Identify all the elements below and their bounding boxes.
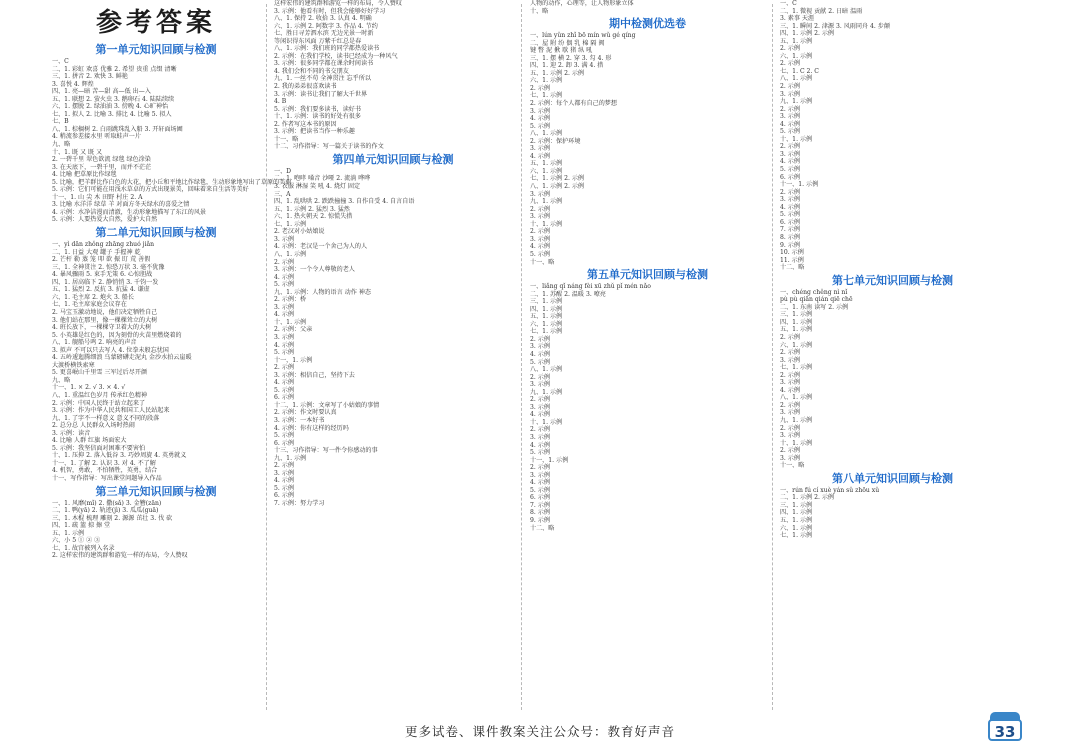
answer-line: 八、1. 重温红色岁月 传承红色精神	[52, 391, 148, 399]
answer-line: 十、1. 示例：读书的好处有很多	[274, 113, 361, 121]
footer-note: 更多试卷、课件教案关注公众号：教育好声音	[404, 724, 675, 739]
answer-line: 2. 示例	[780, 371, 800, 379]
answer-line: 十、1. 示例	[530, 220, 563, 228]
answer-line: 三、1. 拼音 2. 欢快 3. 鲜艳	[52, 73, 128, 81]
answer-line: 3. 示例：读音	[52, 429, 91, 437]
answer-line: 2. 这样宏伟的建筑群和游览一样的布局，令人赞叹	[52, 552, 188, 560]
answer-line: 4. 示例	[780, 120, 800, 128]
answer-line: 二、1. 日益 大观 罐子 手握神 乾	[52, 248, 141, 256]
answer-line: 五、1. 示例	[530, 160, 563, 168]
answer-line: 3. 示例：很多同学都在课余时间读书	[274, 60, 374, 68]
answer-line: 九、略	[52, 376, 71, 384]
answer-line: 三、1. 示例	[780, 501, 813, 509]
answer-line: 2. 作者写这本书的原因	[274, 120, 337, 128]
answer-line: 2. 示例	[530, 84, 550, 92]
answer-line: 5. 示例：我们要多读书，读好书	[274, 105, 361, 113]
answer-line: 3. 示例	[780, 90, 800, 98]
answer-line: 五、1. 示例	[780, 517, 813, 524]
answer-line: 九、1. 示例	[780, 98, 813, 106]
answer-line: 三、1. 示例	[780, 311, 813, 319]
answer-line: 八、1. 示例 2. 示例	[530, 183, 585, 191]
answer-line: 2. 示例	[780, 45, 800, 53]
answer-line: 4. 五岭逶迤腾细浪 乌蒙磅礴走泥丸 金沙水拍云崖暖	[52, 354, 192, 362]
answer-line: 二、1. 咆哮 嗓音 沙哑 2. 流淌 哗哗	[274, 175, 371, 183]
answer-line: 六、1. 摆脱 2. 绿油油 3. 傍晚 4. 心旷神怡	[52, 103, 169, 111]
answer-line: 4. 示例	[274, 311, 294, 319]
answer-line: 5. 示例	[274, 484, 294, 492]
answer-line: 3. 示例	[780, 356, 800, 364]
answer-line: 七、1. 示例	[274, 220, 307, 228]
answer-line: 5. 示例	[274, 349, 294, 357]
answer-line: 十、1. 既 又 既 又	[52, 148, 103, 156]
answer-line: 4. 示例	[274, 477, 294, 485]
column-3	[530, 0, 765, 714]
answer-line: 3. 示例	[530, 471, 550, 479]
answer-line: 4. 暴风骤雨 5. 束手无策 6. 心惊胆战	[52, 271, 153, 279]
answer-line: 九、1. 示例	[530, 388, 563, 396]
answer-line: 十、略	[530, 7, 549, 15]
answer-line: 7. 示例：努力学习	[274, 500, 325, 507]
answer-line: 十一、写作指导：写出课堂问题导入作品	[52, 474, 162, 482]
answer-line: 大渡桥横铁索寒	[52, 361, 95, 369]
answer-line: 2. 示例：中国人民终于站立起来了	[52, 399, 146, 407]
answer-line: 二、1. 鸭(yā) 2. 轨迹(jì) 3. 瓜瓜(guā)	[52, 507, 159, 515]
answer-line: 3. 示例	[274, 469, 294, 477]
answer-line: 3. 示例	[780, 454, 800, 462]
answer-line: 3. 示例	[530, 235, 550, 243]
page-number: 33	[988, 719, 1022, 741]
answer-line: 3. 示例	[530, 403, 550, 411]
answer-line: 十一、略	[780, 462, 805, 470]
answer-line: 八、1. 舰船号鸣 2. 响亮的声音	[52, 339, 137, 347]
answer-line: 六、小 5 ① ② ③	[52, 537, 101, 545]
page-title: 参考答案	[95, 8, 216, 38]
answer-line: 七、1. 示例 2. 示例	[530, 175, 585, 183]
answer-line: 八、1. 棕榈树 2. 白雨跳珠乱入船 3. 开轩面场圃	[52, 125, 183, 133]
answer-line: 4. B	[274, 98, 287, 106]
column-divider	[266, 4, 267, 710]
answer-line: 七、1. 示例	[530, 328, 563, 336]
column-2	[274, 0, 512, 714]
answer-line: 2. 示例	[780, 349, 800, 357]
answer-line: 十一、1. 示例	[530, 456, 569, 464]
answer-line: 3. 示例：一个令人尊敬的老人	[274, 266, 355, 274]
answer-line: 4. 示例	[780, 203, 800, 211]
answer-line: 5. 示例	[274, 432, 294, 440]
answer-line: 五、1. 示例 2. 示例	[530, 69, 585, 77]
answer-line: 十一、1. 示例	[780, 181, 819, 189]
section-heading: 第五单元知识回顾与检测	[587, 268, 708, 282]
answer-line: 3. 拟声 不可以只去写人 4. 位拳未般忘忧国	[52, 346, 169, 354]
answer-line: 7. 示例	[780, 226, 800, 234]
answer-line: 九、1. 了字不一样意义 意义不同的段落	[52, 414, 160, 422]
answer-line: 十、1. 压抑 2. 落入低谷 3. 巧妙周旋 4. 英勇就义	[52, 452, 187, 460]
answer-line: 3. 示例：作为中华人民共和国工人民站起来	[52, 407, 170, 415]
answer-line: 十、1. 示例	[274, 318, 307, 326]
answer-line: 十二、略	[530, 524, 555, 532]
answer-line: 5. 比喻，把羊群比作白色的大花，把小丘和平地比作绿毯，生动形象地写出了草原的美丽	[52, 178, 292, 186]
answer-line: 4. 示例	[780, 158, 800, 166]
answer-line: 4. 示例	[530, 152, 550, 160]
answer-line: 2. 示例	[780, 188, 800, 196]
answer-line: 4. 示例	[780, 386, 800, 394]
answer-line: 七、1. 毛主席家庭会议存在	[52, 301, 127, 309]
answer-line: 5. 小英雄是红色的，因为刻骨的火苗里燃烧着的	[52, 331, 182, 339]
answer-line: 8. 示例	[530, 509, 550, 517]
answer-line: 5. 示例：它们可能在用浅水草卓的方式出现景美，回味着来自生活等美好	[52, 186, 249, 194]
answer-line: 五、1. 猛烈 2. 反抗 3. 抗猛 4. 谦虚	[52, 286, 150, 294]
answer-line: 8. 示例	[780, 233, 800, 241]
answer-line: 3. 示例	[530, 433, 550, 441]
column-divider	[772, 4, 773, 710]
answer-line: 6. 示例	[780, 173, 800, 181]
answer-line: 3. 素事 天涯	[780, 15, 815, 23]
answer-line: 3. 示例	[530, 381, 550, 389]
answer-line: 5. 示例	[530, 358, 550, 366]
answer-line: 2. 示例	[780, 83, 800, 91]
answer-line: 2. 示例	[780, 424, 800, 432]
answer-line: 十一、略	[530, 258, 555, 266]
answer-line: 3. 示例	[530, 145, 550, 153]
answer-line: pù pù qiān qián qiē chē	[780, 296, 853, 304]
answer-line: 2. 我的弟弟很喜欢读书	[274, 83, 337, 91]
answer-line: 3. 示例：把读书当作一种乐趣	[274, 128, 355, 136]
answer-line: 七、1. 故宫被列入名录	[52, 544, 115, 552]
section-heading: 期中检测优选卷	[609, 17, 686, 31]
answer-line: 3. 示例	[274, 333, 294, 341]
answer-line: 4. 示例：老汉是一个舍己为人的人	[274, 243, 368, 251]
answer-line: 4. 比喻 把草原比作绿毯	[52, 171, 117, 179]
answer-line: 九、1. 示例	[530, 198, 563, 206]
answer-line: 3. 示例	[530, 213, 550, 221]
answer-line: 3. 喜悦 4. 辉煌	[52, 80, 94, 88]
answer-line: 二、1. 彩虹 欢喜 优雅 2. 希望 贵重 点缀 清晰	[52, 65, 177, 73]
answer-line: 七、1. 示例	[530, 92, 563, 100]
answer-line: 七、1. C 2. C	[780, 67, 819, 75]
answer-line: 六、1. 毛主席 2. 炮火 3. 船长	[52, 293, 134, 301]
answer-line: 二、1. 东南 读写 2. 示例	[780, 303, 849, 311]
answer-line: 四、1. 居高临下 2. 静悄悄 3. 千钧一发	[52, 278, 159, 286]
answer-line: 二、屋 附 纷 偶 乳 棉 隔 阀	[530, 39, 605, 47]
answer-line: 人物的动作，心理等，让人物形象立体	[530, 0, 634, 7]
answer-line: 3. 示例	[780, 409, 800, 417]
answer-line: 2. 示例	[274, 462, 294, 470]
answer-line: 5. 示例	[530, 449, 550, 457]
section-heading: 第八单元知识回顾与检测	[832, 471, 953, 485]
answer-line: 5. 示例	[530, 250, 550, 258]
answer-line: 一、yì dān zhǒng zhāng zhuó jiǎn	[52, 241, 155, 249]
answer-line: 九、1. 一丝不苟 全神贯注 忘乎所以	[274, 75, 371, 83]
answer-line: 5. 示例	[780, 128, 800, 136]
answer-line: 五、1. 示例	[780, 37, 813, 45]
answer-line: 5. 示例	[780, 211, 800, 219]
answer-line: 九、1. 示例	[780, 416, 813, 424]
answer-line: 这样宏伟的建筑群和游览一样的布局，令人赞叹	[274, 0, 402, 7]
answer-line: 四、1. 示例	[530, 305, 563, 313]
answer-line: 2. 示例：在我们学校，读书已经成为一种风气	[274, 52, 398, 60]
answer-line: 5. 示例：我坚信面对困难不要害怕	[52, 444, 146, 452]
answer-line: 八、1. 示例	[530, 366, 563, 374]
answer-line: 4. 示例	[530, 441, 550, 449]
answer-line: 3. 示例	[780, 432, 800, 440]
answer-line: 6. 示例	[274, 439, 294, 447]
answer-line: 6. 示例	[780, 218, 800, 226]
answer-line: 4. 示例：你有这样的经历吗	[274, 424, 349, 432]
answer-line: 三、A	[274, 190, 291, 198]
answer-line: 2. 示例	[530, 228, 550, 236]
answer-line: 4. 示例：水净洁漫而清澈，生动形象地描写了东江的风景	[52, 208, 207, 216]
answer-line: 2. 示例	[274, 258, 294, 266]
answer-line: 2. 示例	[530, 396, 550, 404]
answer-line: 2. 示例	[780, 401, 800, 409]
answer-line: 3. 衣服 淋湿 笑 吼 4. 烧灯 固定	[274, 183, 361, 191]
answer-line: 九、1. 示例	[274, 454, 307, 462]
answer-line: 二、1. 微视 贡献 2. 日暗 温雨	[780, 7, 863, 15]
answer-line: 六、1. 示例	[530, 320, 563, 328]
answer-line: 十一、1. × 2. √ 3. × 4. √	[52, 384, 126, 392]
section-heading: 第三单元知识回顾与检测	[95, 484, 217, 498]
section-heading: 第七单元知识回顾与检测	[832, 273, 953, 287]
answer-line: 三、1. 全神贯注 2. 惊恐万状 3. 毫不犹豫	[52, 263, 165, 271]
answer-line: 九、1. 示例：人物的语言 动作 神态	[274, 288, 371, 296]
answer-line: 2. 示例	[530, 426, 550, 434]
answer-line: 2. 示例：每个人都有自己的梦想	[530, 100, 617, 108]
answer-line: 二、1. 苏醒 2. 温暖 3. 嘹亮	[530, 290, 606, 298]
answer-line: 4. 示例	[530, 350, 550, 358]
answer-line: 4. 示例	[530, 243, 550, 251]
answer-line: 3. 示例	[780, 379, 800, 387]
answer-line: 3. 比喻 水洋洋 绿草 羊 对面方冬天绿水的喜爱之情	[52, 201, 190, 209]
answer-line: 5. 示例：人要热爱大自然，爱护大自然	[52, 216, 158, 224]
answer-line: 2. 老汉对小姑娘说	[274, 228, 325, 236]
answer-line: 4. 示例	[274, 379, 294, 387]
answer-line: 5. 示例	[274, 386, 294, 394]
page-number-badge	[988, 712, 1022, 742]
answer-line: 六、1. 示例	[780, 341, 813, 349]
answer-line: 十三、习作指导：写一件令你感动的事	[274, 447, 378, 455]
answer-line: 3. 示例：相信自己，坚持下去	[274, 371, 355, 379]
answer-line: 5. 示例	[530, 122, 550, 130]
answer-line: 4. 示例	[530, 115, 550, 123]
answer-line: 三、1. 摆 横 2. 穿 3. 勾 4. 形	[530, 54, 612, 62]
answer-line: 2. 示例	[530, 335, 550, 343]
answer-line: 6. 示例	[274, 492, 294, 500]
section-heading: 第二单元知识回顾与检测	[95, 226, 217, 240]
answer-line: 二、1. 示例 2. 示例	[780, 494, 835, 502]
answer-line: 五、1. 示例	[780, 326, 813, 334]
answer-line: 六、1. 示例	[780, 52, 813, 60]
answer-line: 一、C	[780, 0, 797, 7]
answer-line: 八、1. 示例	[780, 394, 813, 402]
answer-line: 4. 我们会和不同的书交朋友	[274, 67, 349, 75]
answer-line: 四、1. 乱哄哄 2. 跌跌撞撞 3. 自作自受 4. 自言自语	[274, 198, 415, 206]
answer-line: 四、1. 示例	[780, 509, 813, 517]
answer-line: 4. 稍流参差接水里 听取蛙声一片	[52, 133, 141, 141]
answer-line: 一、D	[274, 167, 292, 175]
answer-line: 3. 示例：一本好书	[274, 416, 325, 424]
answer-line: 2. 示例	[530, 373, 550, 381]
answer-line: 四、1. 示例	[780, 318, 813, 326]
answer-line: 5. 示例	[274, 281, 294, 289]
answer-line: 2. 示例	[780, 333, 800, 341]
answer-line: 4. 比喻 人群 红旗 场面宏大	[52, 437, 127, 445]
column-divider	[521, 4, 522, 710]
answer-line: 七、1. 示例	[780, 532, 813, 540]
answer-line: 等闲识得东风面 万紫千红总是春	[274, 37, 362, 45]
answer-line: 3. 示例	[530, 107, 550, 115]
answer-line: 3. 示例	[780, 196, 800, 204]
answer-line: 2. 示例	[780, 447, 800, 455]
answer-line: 4. 示例	[530, 411, 550, 419]
answer-line: 3. 示例	[780, 113, 800, 121]
answer-line: 四、1. 迎 2. 卸 3. 满 4. 措	[530, 62, 604, 70]
answer-line: 9. 示例	[780, 241, 800, 249]
answer-line: 六、1. 示例	[530, 167, 563, 175]
answer-line: 七、1. 拟人 2. 比喻 3. 排比 4. 比喻 5. 拟人	[52, 110, 172, 118]
answer-line: 三、1. 木棍 梳理 雕刻 2. 源源 茁壮 3. 伐 砍	[52, 514, 173, 522]
answer-line: 3. 示例：读书让我们了解大千世界	[274, 90, 368, 98]
section-heading: 第四单元知识回顾与检测	[332, 152, 454, 166]
answer-line: 5. 示例	[530, 486, 550, 494]
answer-line: 七、胜日寻芳泗水滨 无边光景一时新	[274, 30, 374, 38]
answer-line: 六、1. 示例	[530, 77, 563, 85]
answer-line: 2. 示例	[780, 60, 800, 68]
answer-line: 3. 他们站在那里，像一棵棵耸立的大树	[52, 316, 158, 324]
answer-line: 2. 示例	[274, 364, 294, 372]
answer-line: 10. 示例	[780, 249, 804, 257]
answer-line: 6. 示例	[274, 394, 294, 402]
answer-line: 5. 示例	[780, 166, 800, 174]
answer-line: 4. 机智，勇敢，不怕牺牲，英勇，结合	[52, 467, 158, 475]
answer-line: 2. 示例：保护环境	[530, 137, 581, 145]
answer-line: 十、1. 示例	[780, 135, 813, 143]
answer-line: 十、1. 示例	[780, 439, 813, 447]
answer-line: 五、1. 示例	[52, 529, 85, 537]
answer-line: 三、1. 瞬间 2. 津源 3. 风雨同舟 4. 步颠	[780, 22, 890, 30]
answer-line: 十二、习作指导：写一篇关于读书的作文	[274, 143, 384, 151]
answer-line: 2. 示例：作文时要认真	[274, 409, 337, 417]
answer-line: 十一、1. 示例	[274, 356, 313, 364]
answer-line: 一、chéng chěng nì nǐ	[780, 288, 848, 296]
answer-line: 3. 示例	[530, 190, 550, 198]
answer-line: 九、略	[52, 141, 71, 149]
answer-line: 五、1. 示例	[530, 313, 563, 321]
answer-line: 三、1. 示例	[530, 298, 563, 306]
answer-line: 2. 芒杆 勒 蒸 笼 叩 欲 振 盯 荒 善假	[52, 256, 151, 264]
answer-line: 2. 马宝玉激动地说，他们决定牺牲自己	[52, 308, 158, 316]
answer-line: 6. 示例	[530, 494, 550, 502]
answer-line: 六、1. 热火朝天 2. 惊慌失措	[274, 213, 353, 221]
answer-line: 十、1. 示例	[530, 418, 563, 426]
answer-line: 4. 示例	[274, 341, 294, 349]
answer-line: 八、1. 示例	[530, 130, 563, 138]
answer-line: 六、1. 示例 2. 阿数字 3. 作品 4. 节约	[274, 22, 378, 30]
answer-line: 一、lún yǔn zhǐ bō mín wǔ gé qíng	[530, 32, 636, 40]
answer-line: 3. 示例	[780, 150, 800, 158]
answer-line: 11. 示例	[780, 256, 804, 264]
answer-line: 六、1. 示例	[780, 524, 813, 532]
answer-line: 八、1. 示例	[780, 75, 813, 83]
answer-line: 七、1. 示例	[780, 364, 813, 372]
answer-line: 四、1. 示例 2. 示例	[780, 30, 835, 38]
answer-line: 四、1. 疏 篮 掠 擦 堂	[52, 522, 111, 530]
answer-line: 2. 示例	[780, 105, 800, 113]
answer-line: 十一、1. 了解 2. 认识 3. 对 4. 不了解	[52, 459, 156, 467]
answer-line: 3. 示例	[274, 235, 294, 243]
answer-line: 3. 示例	[530, 343, 550, 351]
answer-line: 3. 在天底下，一碧千里，而并不茫茫	[52, 163, 152, 171]
answer-line: 7. 示例	[530, 501, 550, 509]
answer-line: 五、1. 示例 2. 猛烈 3. 猛然	[274, 205, 350, 213]
answer-line: 2. 示例	[530, 205, 550, 213]
answer-line: 2. 示例	[530, 464, 550, 472]
answer-line: 一、rún fú cí xuè yán sǔ zhōu xǔ	[780, 486, 880, 494]
answer-line: 3. 示例：他看有时，但我会能够好好学习	[274, 7, 386, 15]
answer-line: 十二、略	[780, 264, 805, 272]
answer-line: 五、1. 联想 2. 萤火虫 3. 鹅卵石 4. 陆陆续续	[52, 95, 175, 103]
answer-line: 2. 示例：桥	[274, 296, 307, 304]
answer-line: 键 瞥 泥 揪 歇 猪 纵 吼	[530, 47, 593, 55]
answer-line: 七、B	[52, 118, 69, 126]
answer-line: 一、C	[52, 58, 69, 65]
answer-line: 十一、1. 山 尖 木 田野 村庄 2. A	[52, 193, 143, 201]
answer-line: 八、1. 保持 2. 收拾 3. 认真 4. 明确	[274, 15, 372, 23]
answer-line: 4. 示例	[274, 273, 294, 281]
answer-line: 9. 示例	[530, 517, 550, 524]
answer-line: 八、1. 示例：我们班的同学都热爱读书	[274, 45, 380, 53]
answer-line: 一、1. 风靡(mǐ) 2. 撒(sǎ) 3. 金簪(zān)	[52, 499, 162, 507]
answer-line: 2. 总分总 人民群众入场时热闹	[52, 422, 135, 430]
column-4	[780, 0, 1005, 714]
answer-line: 4. 班长放下，一棵棵守卫着大的大树	[52, 324, 152, 332]
answer-line: 四、1. 亮—暗 苦—甜 高—低 出—入	[52, 88, 151, 96]
answer-line: 十二、1. 示例：文章写了小姑娘的事情	[274, 401, 380, 409]
answer-line: 2. 一碧千里 翠色欲流 绿毯 绿色涂染	[52, 156, 151, 164]
answer-line: 5. 更喜岷山千里雪 三军过后尽开颜	[52, 369, 148, 377]
answer-line: 2. 示例	[780, 143, 800, 151]
section-heading: 第一单元知识回顾与检测	[95, 43, 217, 56]
answer-line: 3. 示例	[274, 303, 294, 311]
answer-line: 十一、略	[274, 135, 299, 143]
answer-line: 八、1. 示例	[274, 250, 307, 258]
answer-line: 4. 示例	[530, 479, 550, 487]
answer-line: 一、liǎng qǐ náng fèi xū zhǔ pǐ mén nǎo	[530, 283, 651, 291]
answer-line: 2. 示例：父亲	[274, 326, 313, 334]
